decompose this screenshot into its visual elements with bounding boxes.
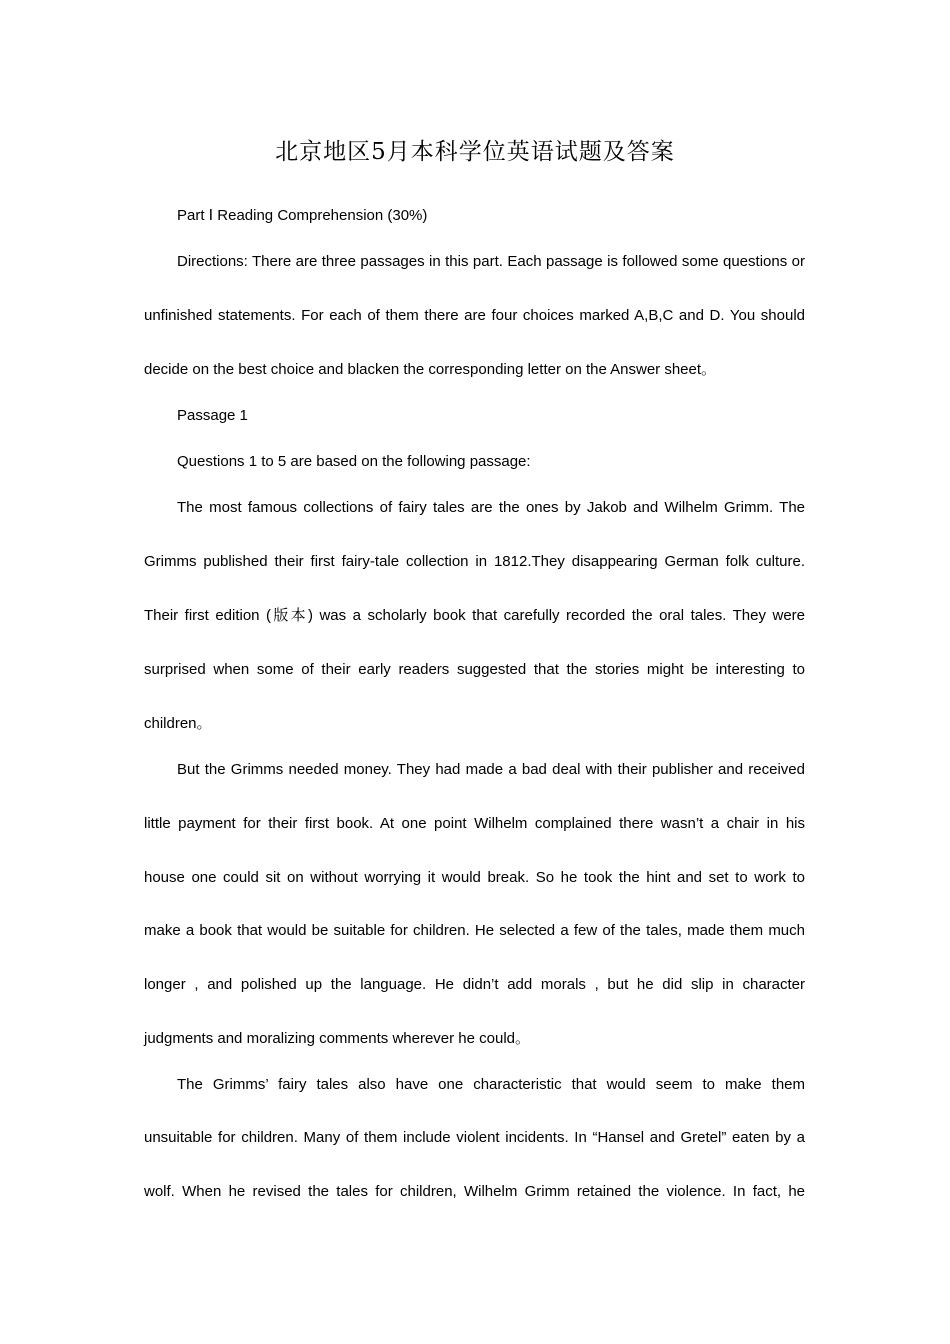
questions-intro: Questions 1 to 5 are based on the following passage: [177, 453, 531, 470]
directions-line: decide on the best choice and blacken the corresponding letter on the Answer sheet。 [144, 361, 717, 378]
paragraph-line: longer , and polished up the language. He didn’t add morals , but he did slip in character [144, 976, 805, 993]
paragraph-line: Grimms published their first fairy-tale collection in 1812.They disappearing German folk culture. [144, 553, 805, 570]
paragraph-line: The most famous collections of fairy tales are the ones by Jakob and Wilhelm Grimm. The [177, 499, 805, 516]
part-heading: Part Ⅰ Reading Comprehension (30%) [177, 207, 428, 224]
paragraph-line: make a book that would be suitable for children. He selected a few of the tales, made them much [144, 922, 805, 939]
document-title: 北京地区5月本科学位英语试题及答案 [275, 139, 675, 165]
paragraph-line: little payment for their first book. At one point Wilhelm complained there wasn’t a chair in his [144, 815, 805, 832]
paragraph-line: children。 [144, 715, 212, 732]
paragraph-line: Their first edition (版本) was a scholarly book that carefully recorded the oral tales. They were [144, 607, 805, 624]
paragraph-line: judgments and moralizing comments wherever he could。 [144, 1030, 531, 1047]
paragraph-line: wolf. When he revised the tales for children, Wilhelm Grimm retained the violence. In fact, he [144, 1183, 805, 1200]
passage-label: Passage 1 [177, 407, 248, 424]
directions-line: unfinished statements. For each of them there are four choices marked A,B,C and D. You should [144, 307, 805, 324]
paragraph-line: unsuitable for children. Many of them include violent incidents. In “Hansel and Gretel” eaten by a [144, 1129, 805, 1146]
paragraph-line: surprised when some of their early readers suggested that the stories might be interesting to [144, 661, 805, 678]
directions-line: Directions: There are three passages in this part. Each passage is followed some questions or [177, 253, 805, 270]
paragraph-line: But the Grimms needed money. They had made a bad deal with their publisher and received [177, 761, 805, 778]
paragraph-line: The Grimms’ fairy tales also have one characteristic that would seem to make them [177, 1076, 805, 1093]
paragraph-line: house one could sit on without worrying it would break. So he took the hint and set to work to [144, 869, 805, 886]
